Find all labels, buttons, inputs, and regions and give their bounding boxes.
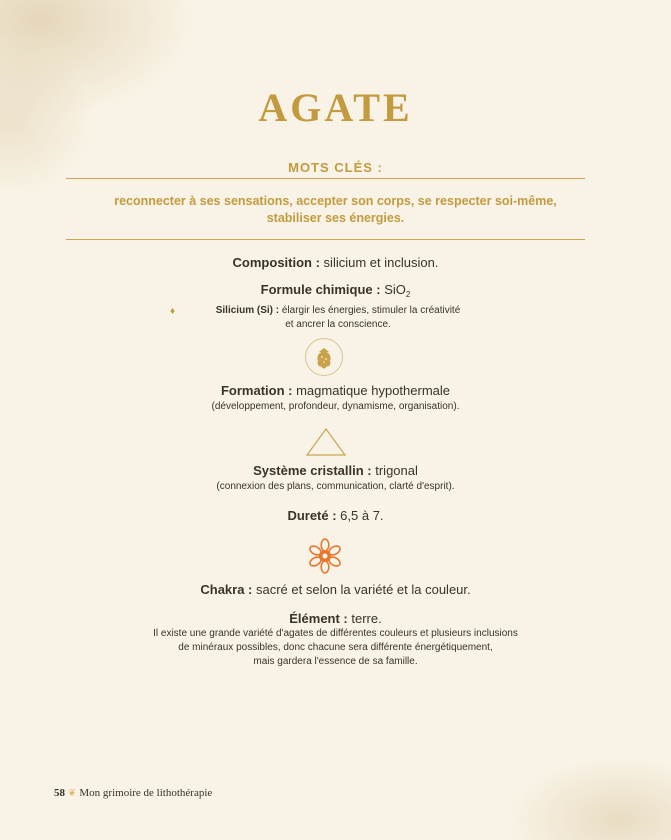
sacral-chakra-lotus-icon (306, 537, 344, 575)
formula-subscript: 2 (405, 290, 411, 299)
element-description-line-1: Il existe une grande variété d'agates de différentes couleurs et plusieurs inclusions (153, 628, 518, 639)
formation-value: magmatique hypothermale (292, 383, 451, 398)
formation-label: Formation : (220, 383, 293, 398)
silicium-line-2: et ancrer la conscience. (285, 319, 391, 330)
page-number: 58 (54, 787, 65, 799)
divider-top (66, 178, 585, 179)
hardness-label: Dureté : (287, 508, 337, 523)
page-title: AGATE (258, 85, 413, 130)
chakra-row (0, 582, 671, 597)
formula-value: SiO (380, 282, 406, 297)
chakra-label: Chakra : (200, 582, 253, 597)
silicium-line-1 (178, 304, 498, 318)
keywords-text (80, 193, 591, 227)
silicium-label: Silicium (Si) : (215, 305, 280, 316)
composition-value: silicium et inclusion. (319, 255, 439, 270)
formation-row (0, 383, 671, 398)
keywords-line-2: stabiliser ses énergies. (266, 211, 405, 225)
hardness-value: 6,5 à 7. (336, 508, 384, 523)
leaf-icon: ❦ (68, 788, 77, 799)
element-label: Élément : (289, 611, 348, 626)
silicium-crystal-icon (305, 338, 343, 376)
element-value: terre. (347, 611, 382, 626)
element-row (0, 611, 671, 626)
divider-bottom (66, 239, 585, 240)
composition-row (0, 255, 671, 270)
triangle-icon (305, 427, 347, 457)
keywords-heading: MOTS CLÉS : (288, 160, 383, 175)
formula-row (0, 282, 671, 299)
element-description-line-3: mais gardera l'essence de sa famille. (253, 656, 418, 667)
crystal-system-row (0, 463, 671, 478)
diamond-bullet-icon: ♦ (170, 306, 176, 317)
crystal-system-detail: (connexion des plans, communication, clarté d'esprit). (216, 481, 455, 492)
book-title: Mon grimoire de lithothérapie (79, 787, 213, 799)
formation-detail: (développement, profondeur, dynamisme, organisation). (211, 401, 460, 412)
crystal-system-label: Système cristallin : (253, 463, 372, 478)
page-footer (54, 787, 212, 799)
element-description-line-2: de minéraux possibles, donc chacune sera différente énergétiquement, (178, 642, 493, 653)
keywords-line-1: reconnecter à ses sensations, accepter son corps, se respecter soi-même, (114, 194, 557, 208)
crystal-system-value: trigonal (371, 463, 418, 478)
formula-label: Formule chimique : (260, 282, 381, 297)
chakra-value: sacré et selon la variété et la couleur. (252, 582, 471, 597)
hardness-row (0, 508, 671, 523)
element-description (0, 627, 671, 669)
composition-label: Composition : (232, 255, 320, 270)
silicium-text-1: élargir les énergies, stimuler la créativité (279, 305, 461, 316)
silicium-note (170, 304, 498, 332)
